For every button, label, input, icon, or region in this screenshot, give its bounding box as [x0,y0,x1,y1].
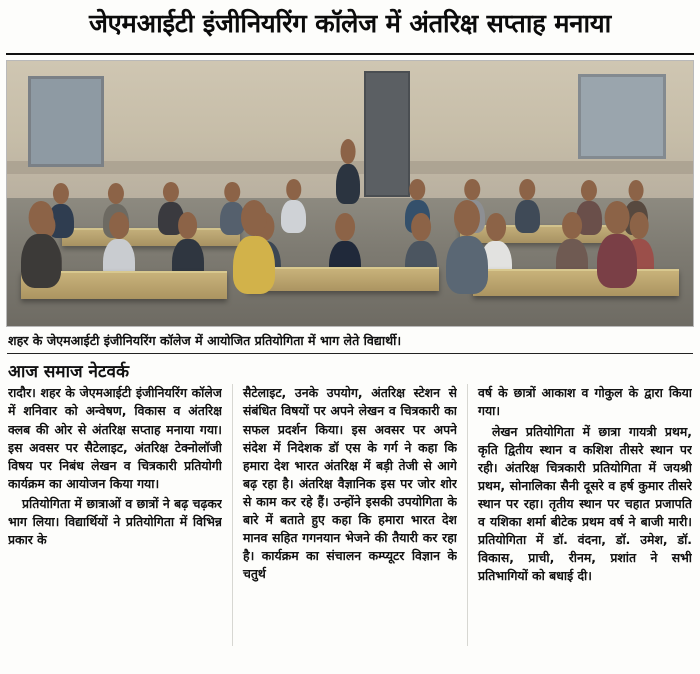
headline-divider [6,53,694,55]
window-left [28,76,104,167]
bench-front-right [473,269,679,296]
headline-area [0,0,700,45]
article-column-2 [232,384,457,646]
person-figure [515,200,540,233]
byline: आज समाज नेटवर्क [8,362,130,383]
caption-divider [7,353,693,354]
article-columns [8,384,692,646]
bench-front-center [247,267,439,291]
person-figure [597,234,637,288]
article-column-3 [467,384,692,646]
person-figure [21,234,61,288]
person-figure [233,236,275,294]
bench-row-back-left [62,228,240,246]
paragraph: रादौर। शहर के जेएमआईटी इंजीनियरिंग कॉलेज में शनिवार को अन्वेषण, विकास व अंतरिक्ष क्लब की ओर से अंतरिक्ष सप्ताह मनाया गया। इस अवसर पर सैटेलाइट, अंतरिक्ष टेक्नोलॉजी विषय पर निबंध लेखन व चित्रकारी प्रतियोगी कार्यक्रम का आयोजन किया गया। [8,385,222,491]
paragraph: सैटेलाइट, उनके उपयोग, अंतरिक्ष स्टेशन से संबंधित विषयों पर अपने लेखन व चित्रकारी का सफल प्रदर्शन किया। इस अवसर पर अपने संदेश में निदेशक डॉ एस के गर्ग ने कहा कि हमारा देश भारत अंतरिक्ष में बड़ी तेजी से आगे बढ़ रहा है। अंतरिक्ष वैज्ञानिक इस पर जोर शोर से काम कर रहे हैं। उन्होंने इसकी उपयोगिता के बारे में बताते हुए कहा कि हमारा भारत देश मानव सहित गगनयान भेजने की तैयारी कर रहा है। कार्यक्रम का संचालन कम्प्यूटर विज्ञान के चतुर्थ [243,385,457,582]
person-figure [336,164,360,204]
paragraph: लेखन प्रतियोगिता में छात्रा गायत्री प्रथम, कृति द्वितीय स्थान व कशिश तीसरे स्थान पर रही। अंतरिक्ष चित्रकारी प्रतियोगिता में जयश्री प्रथम, सोनालिका सैनी दूसरे व हर्ष कुमार तीसरे स्थान पर रहा। तृतीय स्थान पर चहात प्रजापति व यशिका शर्मा बीटेक प्रथम वर्ष ने बाजी मारी। प्रतियोगिता में डॉ. वंदना, डॉ. उमेश, डॉ. विकास, प्राची, रीनम, प्रशांत ने सभी प्रतिभागियों को बधाई दी। [478,423,692,584]
classroom-audience-photo [6,60,694,327]
person-figure [446,236,488,294]
door [364,71,410,197]
person-figure [281,200,306,233]
paragraph: वर्ष के छात्रों आकाश व गोकुल के द्वारा किया गया। [478,385,692,419]
photo-caption: शहर के जेएमआईटी इंजीनियरिंग कॉलेज में आयोजित प्रतियोगिता में भाग लेते विद्यार्थी। [8,332,402,348]
paragraph: प्रतियोगिता में छात्राओं व छात्रों ने बढ़ चढ़कर भाग लिया। विद्यार्थियों ने प्रतियोगिता में विभिन्न प्रकार के [8,495,222,548]
page-title: जेएमआईटी इंजीनियरिंग कॉलेज में अंतरिक्ष सप्ताह मनाया [88,9,612,39]
article-column-1 [8,384,222,646]
window-right [578,74,666,160]
